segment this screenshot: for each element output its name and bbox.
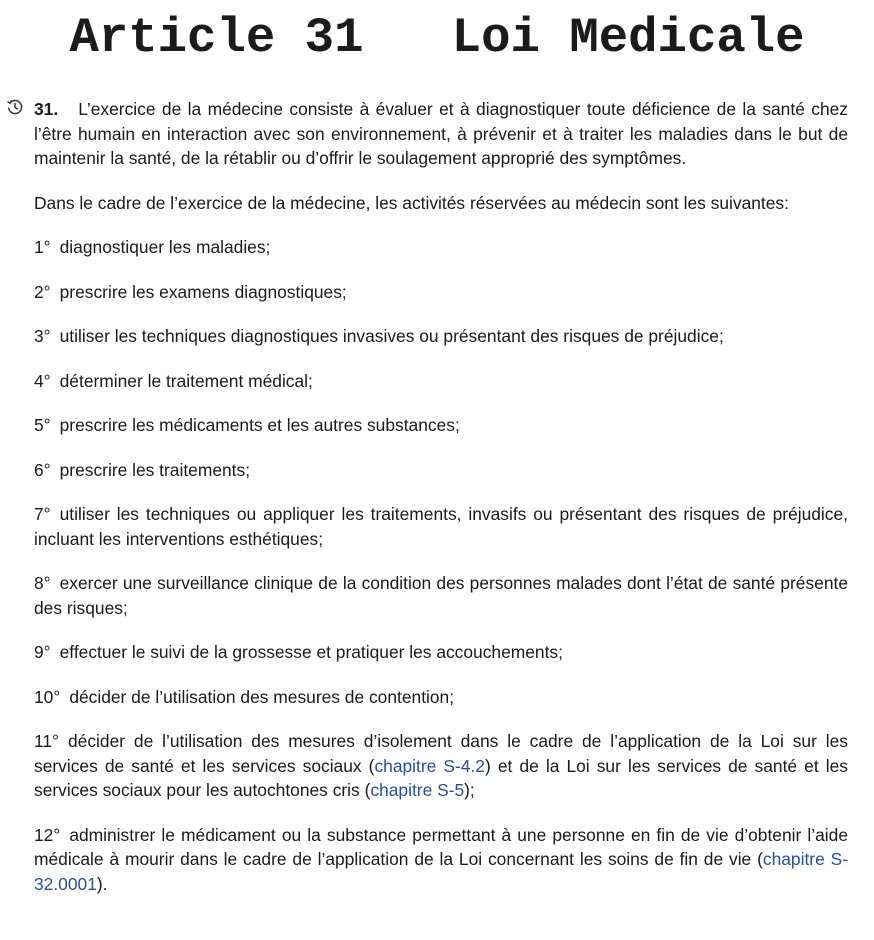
item-text: déterminer le traitement médical;	[59, 370, 313, 391]
link-chapitre-s-32-0001[interactable]: chapitre S-32.0001	[34, 849, 848, 894]
article-31	[34, 97, 848, 916]
item-text: effectuer le suivi de la grossesse et pratiquer les accouchements;	[59, 642, 563, 662]
item-number: 9°	[34, 642, 51, 662]
item-number: 7°	[34, 504, 51, 524]
item-text: exercer une surveillance clinique de la condition des personnes malades dont l’état de santé présente des risques;	[34, 573, 848, 618]
item-text: prescrire les examens diagnostiques;	[59, 281, 347, 302]
list-item	[34, 369, 848, 394]
item-text: utiliser les techniques diagnostiques invasives ou présentant des risques de préjudice;	[59, 326, 724, 346]
item-number: 3°	[34, 326, 51, 346]
list-item	[34, 324, 848, 349]
item-number: 4°	[34, 370, 51, 391]
item-number: 10°	[34, 686, 61, 707]
item-text: décider de l’utilisation des mesures d’isolement dans le cadre de l’application de la Loi sur les services de santé et les services sociaux (	[34, 731, 848, 776]
item-text: administrer le médicament ou la substance permettant à une personne en fin de vie d’obtenir l’aide médicale à mourir dans le cadre de l’application de la Loi concernant les soins de fin de vie (	[34, 824, 848, 869]
list-item	[34, 458, 848, 483]
item-text: diagnostiquer les maladies;	[59, 237, 271, 257]
list-item	[34, 571, 848, 620]
list-item	[34, 413, 848, 438]
list-item	[34, 502, 848, 551]
item-number: 1°	[34, 237, 51, 257]
item-text: prescrire les médicaments et les autres substances;	[59, 415, 460, 435]
item-text: utiliser les techniques ou appliquer les traitements, invasifs ou présentant des risques de préjudice, incluant les interventions esthétiques;	[34, 504, 848, 549]
history-icon[interactable]	[6, 98, 24, 116]
item-number: 8°	[34, 573, 51, 593]
list-item	[34, 640, 848, 665]
list-item	[34, 823, 848, 897]
item-text: );	[464, 780, 475, 800]
list-item	[34, 685, 848, 710]
link-chapitre-s-4-2[interactable]: chapitre S-4.2	[374, 755, 485, 776]
item-number: 11°	[34, 731, 60, 751]
article-lead: Dans le cadre de l’exercice de la médecine, les activités réservées au médecin sont les suivantes:	[34, 192, 789, 213]
article-intro	[34, 97, 848, 171]
list-item	[34, 235, 848, 260]
item-text: décider de l’utilisation des mesures de contention;	[69, 686, 455, 707]
link-chapitre-s-5[interactable]: chapitre S-5	[370, 780, 465, 800]
item-number: 2°	[34, 281, 51, 302]
page-title: Article 31 Loi Medicale	[69, 10, 805, 66]
item-text: ).	[96, 873, 108, 894]
article-number: 31.	[34, 99, 59, 119]
item-number: 5°	[34, 415, 51, 435]
item-text: ) et de la Loi sur les services de santé et les services sociaux pour les autochtones cris (	[34, 755, 848, 800]
list-item	[34, 729, 848, 803]
list-item	[34, 280, 848, 305]
item-number: 6°	[34, 459, 51, 480]
item-number: 12°	[34, 824, 61, 845]
item-text: prescrire les traitements;	[59, 459, 251, 480]
intro-text: L’exercice de la médecine consiste à évaluer et à diagnostiquer toute déficience de la santé chez l’être humain en interaction avec son environnement, à prévenir et à traiter les maladies dans le but de maintenir la santé, de la rétablir ou d’offrir le soulagement approprié des symptômes.	[34, 99, 848, 168]
